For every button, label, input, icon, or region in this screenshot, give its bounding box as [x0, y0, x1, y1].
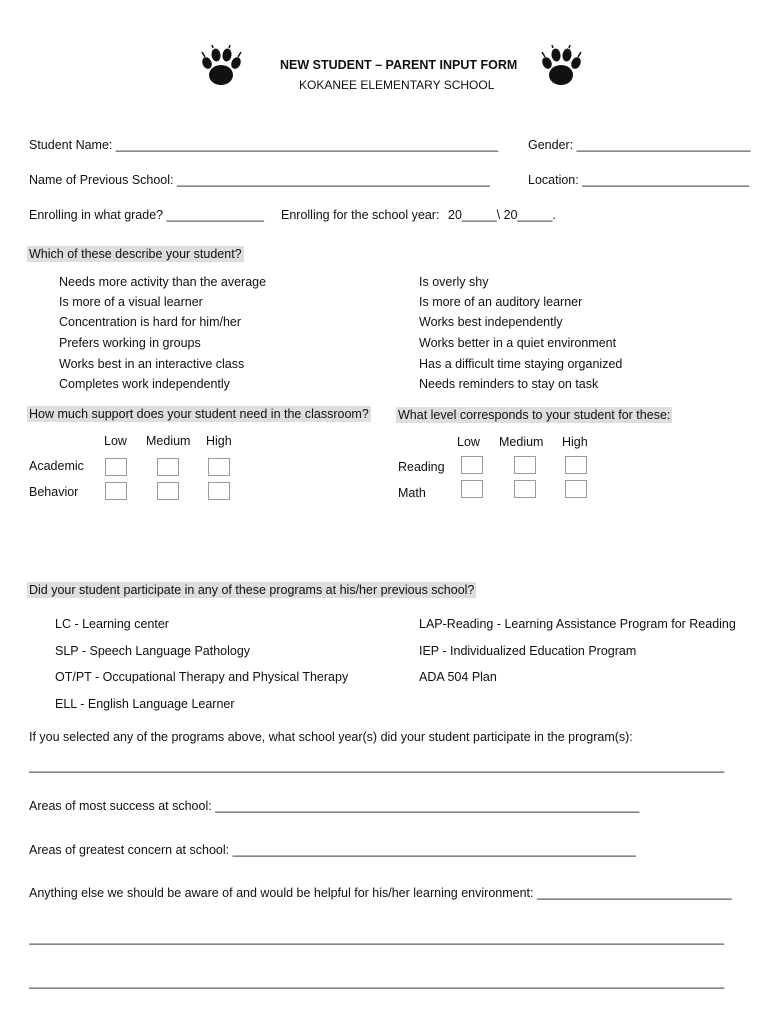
math-low-checkbox[interactable] [461, 480, 483, 498]
academic-low-checkbox[interactable] [105, 458, 127, 476]
list-item: Needs reminders to stay on task [419, 377, 599, 391]
program-item: LC - Learning center [55, 617, 169, 631]
academic-medium-checkbox[interactable] [157, 458, 179, 476]
programs-question: Did your student participate in any of these programs at his/her previous school? [29, 583, 475, 597]
behavior-medium-checkbox[interactable] [157, 482, 179, 500]
list-item: Needs more activity than the average [59, 275, 267, 289]
anything-else-line-3[interactable]: ____________________________________________________________________________________________________ [29, 975, 725, 989]
list-item: Is overly shy [419, 275, 489, 289]
form-title: NEW STUDENT – PARENT INPUT FORM [280, 58, 518, 72]
row-label-behavior: Behavior [29, 485, 79, 499]
anything-else-line-2[interactable]: ____________________________________________________________________________________________________ [29, 931, 725, 945]
support-question: How much support does your student need in the classroom? [29, 407, 369, 421]
gender-field[interactable]: Gender: _________________________ [528, 138, 751, 152]
describe-question: Which of these describe your student? [29, 247, 242, 261]
program-item: ADA 504 Plan [419, 670, 497, 684]
behavior-high-checkbox[interactable] [208, 482, 230, 500]
concern-field[interactable]: Areas of greatest concern at school: __________________________________________________________ [29, 843, 636, 857]
list-item: Works better in a quiet environment [419, 336, 617, 350]
math-medium-checkbox[interactable] [514, 480, 536, 498]
level-low-label: Low [457, 435, 480, 449]
list-item: Prefers working in groups [59, 336, 201, 350]
list-item: Is more of a visual learner [59, 295, 203, 309]
reading-medium-checkbox[interactable] [514, 456, 536, 474]
grade-field[interactable]: Enrolling in what grade? ______________ [29, 208, 264, 222]
row-label-academic: Academic [29, 459, 84, 473]
program-item: ELL - English Language Learner [55, 697, 235, 711]
math-high-checkbox[interactable] [565, 480, 587, 498]
program-item: LAP-Reading - Learning Assistance Program for Reading [419, 617, 736, 631]
previous-school-field[interactable]: Name of Previous School: _____________________________________________ [29, 173, 490, 187]
list-item: Has a difficult time staying organized [419, 357, 623, 371]
level-high-label: High [562, 435, 588, 449]
list-item: Concentration is hard for him/her [59, 315, 242, 329]
program-item: IEP - Individualized Education Program [419, 644, 637, 658]
program-item: OT/PT - Occupational Therapy and Physical Therapy [55, 670, 349, 684]
list-item: Completes work independently [59, 377, 230, 391]
paw-print-icon [539, 45, 583, 89]
behavior-low-checkbox[interactable] [105, 482, 127, 500]
level-high-label: High [206, 434, 232, 448]
programs-followup-question: If you selected any of the programs above, what school year(s) did your student participate in the program(s): [29, 730, 633, 744]
reading-high-checkbox[interactable] [565, 456, 587, 474]
school-year-field[interactable]: 20_____\ 20_____. [448, 208, 556, 222]
level-question: What level corresponds to your student for these: [398, 408, 671, 422]
academic-high-checkbox[interactable] [208, 458, 230, 476]
location-field[interactable]: Location: ________________________ [528, 173, 750, 187]
success-field[interactable]: Areas of most success at school: _____________________________________________________________ [29, 799, 640, 813]
student-name-field[interactable]: Student Name: _______________________________________________________ [29, 138, 499, 152]
level-medium-label: Medium [499, 435, 544, 449]
list-item: Works best in an interactive class [59, 357, 245, 371]
program-item: SLP - Speech Language Pathology [55, 644, 251, 658]
level-medium-label: Medium [146, 434, 191, 448]
list-item: Works best independently [419, 315, 563, 329]
list-item: Is more of an auditory learner [419, 295, 583, 309]
programs-years-field[interactable]: ____________________________________________________________________________________________________ [29, 759, 725, 773]
row-label-math: Math [398, 486, 426, 500]
paw-print-icon [199, 45, 243, 89]
row-label-reading: Reading [398, 460, 445, 474]
school-name: KOKANEE ELEMENTARY SCHOOL [299, 78, 495, 92]
level-low-label: Low [104, 434, 127, 448]
reading-low-checkbox[interactable] [461, 456, 483, 474]
school-year-label: Enrolling for the school year: [281, 208, 440, 222]
anything-else-field[interactable]: Anything else we should be aware of and would be helpful for his/her learning environment: ____________________________ [29, 886, 732, 900]
